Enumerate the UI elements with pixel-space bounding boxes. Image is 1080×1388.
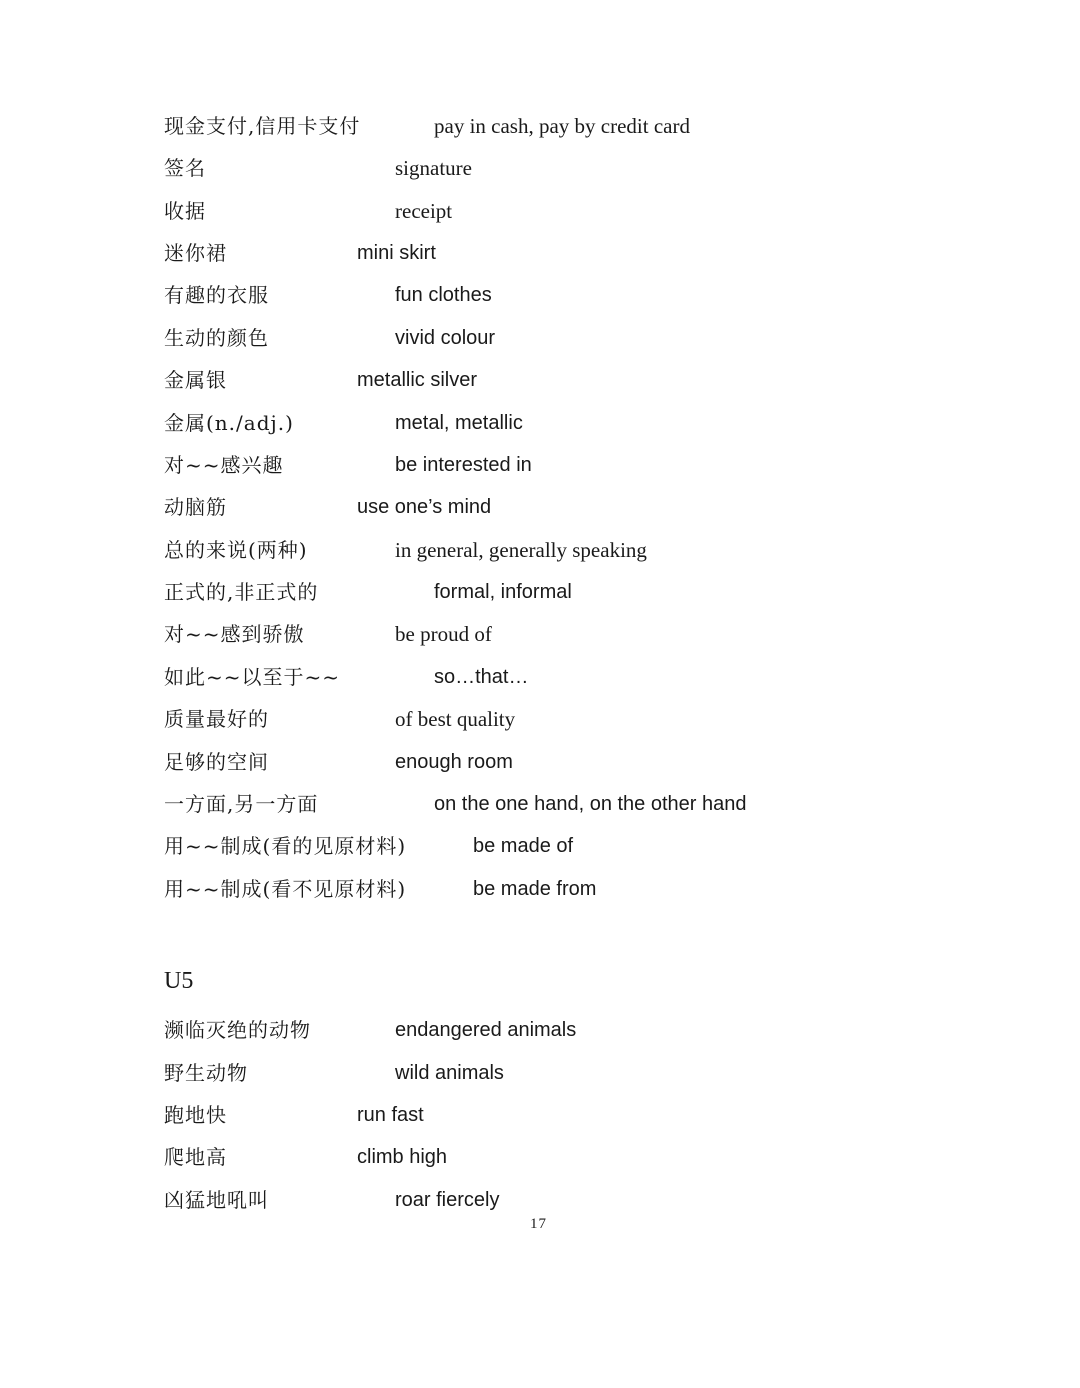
chinese-term: 一方面,另一方面 (164, 792, 319, 816)
chinese-term: 现金支付,信用卡支付 (164, 114, 361, 138)
chinese-term: 对~~感兴趣 (164, 453, 284, 477)
vocab-row (0, 617, 1080, 651)
vocab-row (0, 1098, 1080, 1132)
chinese-term: 足够的空间 (164, 750, 269, 774)
english-term: receipt (395, 199, 453, 223)
vocab-row (0, 1013, 1080, 1047)
vocab-row (0, 660, 1080, 694)
chinese-term: 迷你裙 (164, 241, 227, 265)
vocab-row (0, 1140, 1080, 1174)
vocab-row (0, 109, 1080, 143)
english-term: enough room (395, 751, 513, 773)
english-term: roar fiercely (395, 1189, 500, 1211)
vocab-row (0, 151, 1080, 185)
chinese-term: 金属银 (164, 368, 227, 392)
english-term: pay in cash, pay by credit card (434, 114, 690, 138)
chinese-term: 用~~制成(看的见原材料) (164, 834, 407, 858)
vocab-row (0, 321, 1080, 355)
chinese-term: 如此~~以至于~~ (164, 665, 341, 689)
vocab-row (0, 236, 1080, 270)
vocab-row (0, 702, 1080, 736)
vocab-row (0, 533, 1080, 567)
english-term: endangered animals (395, 1019, 577, 1041)
chinese-term: 对~~感到骄傲 (164, 622, 305, 646)
chinese-term: 爬地高 (164, 1145, 227, 1169)
chinese-term: 正式的,非正式的 (164, 580, 319, 604)
vocab-row (0, 745, 1080, 779)
chinese-term: 野生动物 (164, 1061, 248, 1085)
english-term: of best quality (395, 707, 516, 731)
chinese-term: 濒临灭绝的动物 (164, 1018, 311, 1042)
english-term: be made from (473, 878, 597, 900)
english-term: on the one hand, on the other hand (434, 793, 747, 815)
chinese-term: 收据 (164, 199, 206, 223)
english-term: formal, informal (434, 581, 572, 603)
english-term: wild animals (395, 1062, 504, 1084)
vocab-row (0, 490, 1080, 524)
vocab-row (0, 194, 1080, 228)
english-term: be interested in (395, 454, 532, 476)
chinese-term: 凶猛地吼叫 (164, 1188, 269, 1212)
vocab-row (0, 575, 1080, 609)
english-term: fun clothes (395, 284, 492, 306)
chinese-term: 签名 (164, 156, 206, 180)
chinese-term: 生动的颜色 (164, 326, 269, 350)
english-term: be proud of (395, 622, 492, 646)
vocab-row (0, 829, 1080, 863)
chinese-term: 质量最好的 (164, 707, 269, 731)
chinese-term: 动脑筋 (164, 495, 227, 519)
chinese-term: 金属(n./adj.) (164, 411, 294, 435)
chinese-term: 跑地快 (164, 1103, 227, 1127)
english-term: in general, generally speaking (395, 538, 647, 562)
chinese-term: 用~~制成(看不见原材料) (164, 877, 407, 901)
english-term: climb high (357, 1146, 448, 1168)
english-term: run fast (357, 1104, 424, 1126)
chinese-term: 总的来说(两种) (164, 538, 308, 562)
vocab-row (0, 406, 1080, 440)
english-term: metallic silver (357, 369, 478, 391)
vocab-row (0, 787, 1080, 821)
vocab-row (0, 363, 1080, 397)
english-term: signature (395, 156, 472, 180)
unit-heading: U5 (164, 968, 194, 994)
vocab-row (0, 278, 1080, 312)
vocab-row (0, 1183, 1080, 1217)
vocab-row (0, 872, 1080, 906)
english-term: so…that… (434, 666, 529, 688)
chinese-term: 有趣的衣服 (164, 283, 269, 307)
english-term: metal, metallic (395, 412, 523, 434)
english-term: use one’s mind (357, 496, 492, 518)
english-term: be made of (473, 835, 574, 857)
english-term: mini skirt (357, 242, 436, 264)
vocab-row (0, 448, 1080, 482)
vocab-row (0, 1056, 1080, 1090)
english-term: vivid colour (395, 327, 496, 349)
page-number: 17 (530, 1216, 547, 1232)
